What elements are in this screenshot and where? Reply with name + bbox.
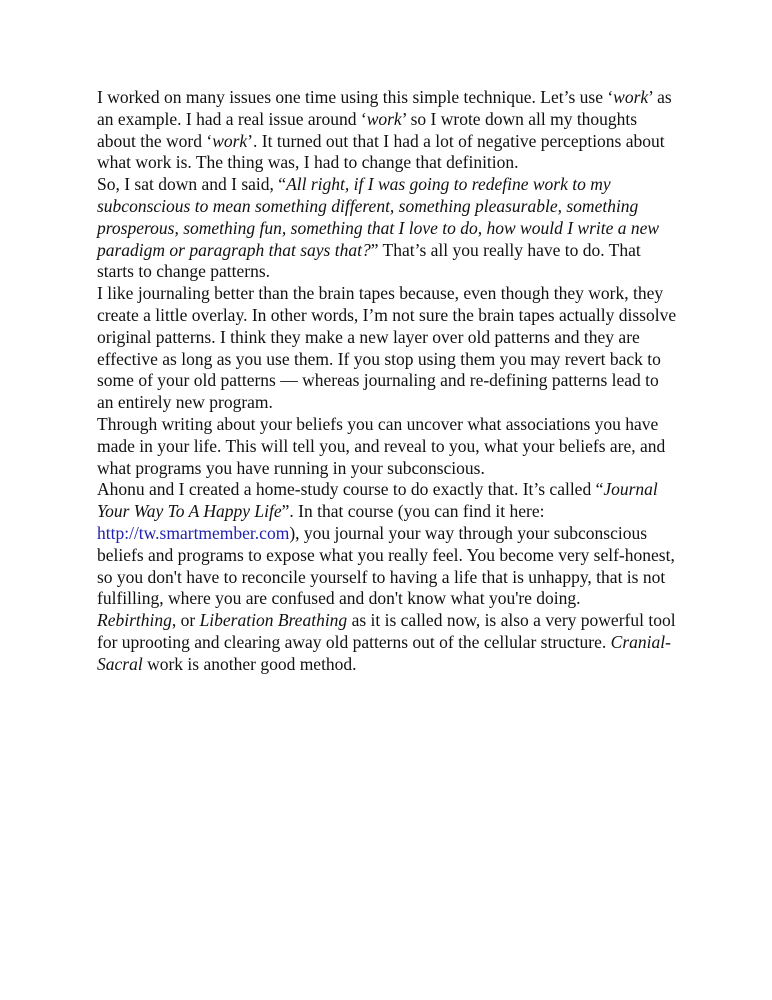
document-page [97,87,677,676]
text-segment: ”. In that course (you can find it here: [281,501,545,522]
paragraph-journaling-vs-tapes [97,283,677,414]
italic-segment: work [212,130,248,151]
text-segment: Ahonu and I created a home-study course to do exactly that. It’s called “ [97,479,604,500]
italic-segment: work [366,108,402,129]
paragraph-home-study-course [97,479,677,610]
paragraph-work-example [97,87,677,174]
italic-segment: Liberation Breathing [199,610,348,631]
text-segment: So, I sat down and I said, “ [97,174,287,195]
course-link[interactable]: http://tw.smartmember.com [97,522,290,543]
text-segment: I like journaling better than the brain tapes because, even though they work, they create a little overlay. In other words, I’m not sure the brain tapes actually dissolve original patterns. I think they make a new layer over old patterns and they are effective as long as you use them. If you stop using them you may revert back to some of your old patterns — whereas journaling and re-defining patterns lead to an entirely new program. [97,283,677,413]
text-segment: as it is called now, is also a very powerful tool for uprooting and clearing away old patterns out of the cellular structure. [97,610,676,652]
text-segment: ’. It turned out that I had a lot of negative perceptions about what work is. The thing was, I had to change that definition. [97,130,665,173]
paragraph-redefine-work [97,174,677,283]
italic-segment: work [613,87,649,107]
text-segment: ” That’s all you really have to do. That starts to change patterns. [97,239,641,282]
text-segment: , or [171,610,200,631]
paragraph-rebirthing [97,610,677,675]
text-segment: I worked on many issues one time using this simple technique. Let’s use ‘ [97,87,614,107]
text-segment: ’ as an example. I had a real issue around ‘ [97,87,672,129]
text-segment: work is another good method. [142,653,357,674]
italic-segment: All right, if I was going to redefine work to my subconscious to mean something different, something pleasurable, something prosperous, something fun, something that I love to do, how would I write a new paradigm or paragraph that says that? [97,174,660,260]
course-title: Journal Your Way To A Happy Life [97,479,658,522]
text-segment: ), you journal your way through your subconscious beliefs and programs to expose what you really feel. You become very self-honest, so you don't have to reconcile yourself to having a life that is unhappy, that is not fulfilling, where you are confused and don't know what you're doing. [97,522,675,609]
italic-segment: Rebirthing [97,610,172,631]
text-segment: ’ so I wrote down all my thoughts about the word ‘ [97,108,638,151]
paragraph-writing-beliefs [97,414,677,479]
text-segment: Through writing about your beliefs you can uncover what associations you have made in your life. This will tell you, and reveal to you, what your beliefs are, and what programs you have running in your subconscious. [97,413,666,478]
italic-segment: Cranial-Sacral [97,631,671,674]
